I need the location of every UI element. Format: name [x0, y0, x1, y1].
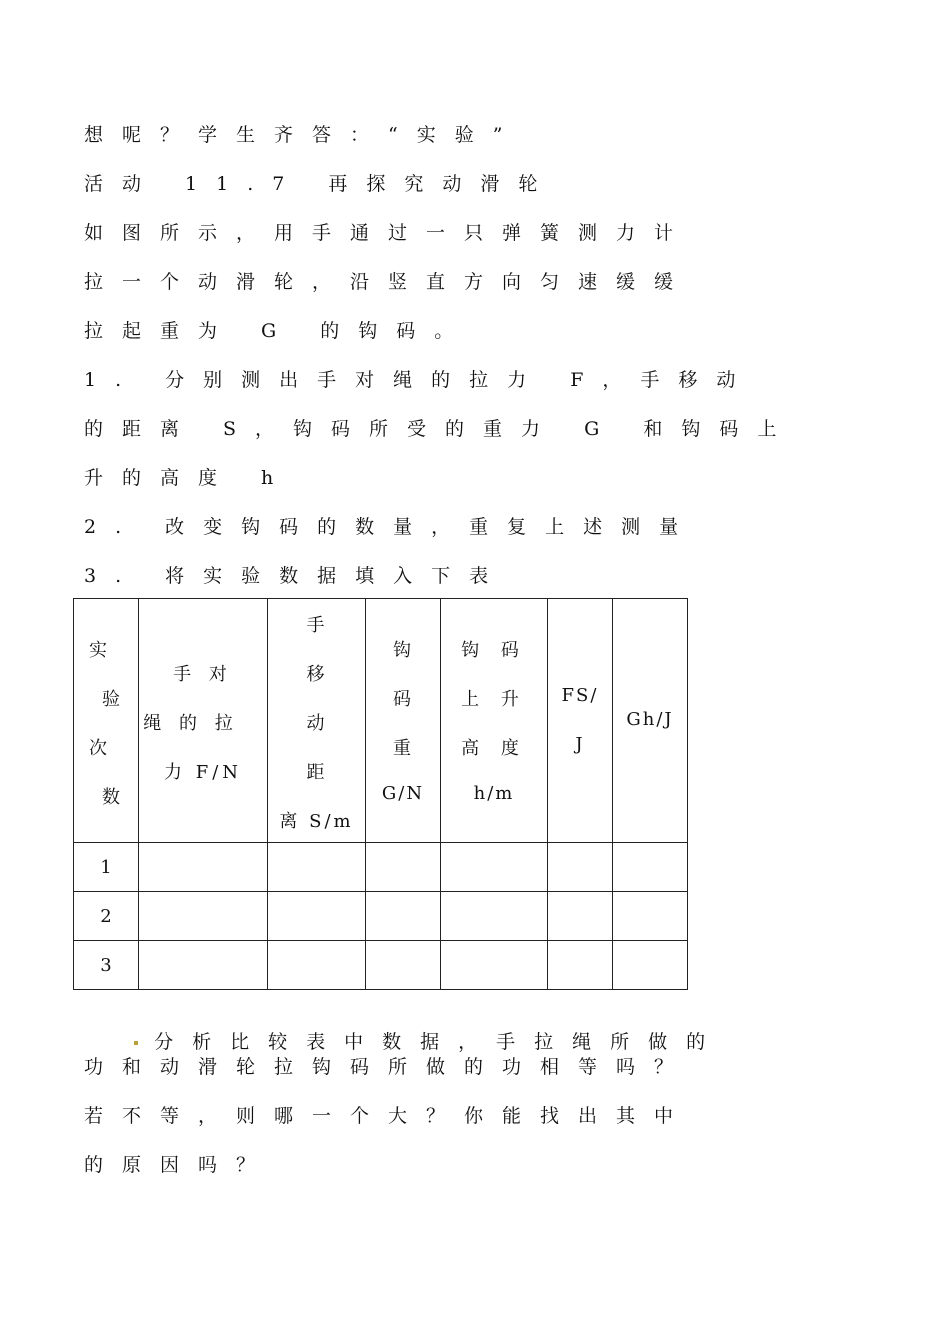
analysis-line-1: 分析比较表中数据，手拉绳所做的: [84, 1006, 724, 1054]
step-3: 3. 将实验数据填入下表: [84, 565, 508, 587]
analysis-line-4: 的原因吗？: [84, 1154, 275, 1176]
row-3-distance-cell: [268, 941, 366, 990]
row-1-gh-cell: [613, 843, 688, 892]
table-row: [74, 941, 688, 990]
table-header-row: [74, 599, 688, 843]
row-1-distance-cell: [268, 843, 366, 892]
header-hand-distance: 手 移 动 距 离 S/m: [268, 599, 366, 843]
step-1-line-2: 的距离 S，钩码所受的重力 G 和钩码上: [84, 418, 796, 440]
header-hook-height: 钩 码 上 升 高 度 h/m: [441, 599, 548, 843]
row-2-pull-force-cell: [139, 892, 268, 941]
table-row: [74, 843, 688, 892]
text-line-5: 拉起重为 G 的钩码。: [84, 320, 473, 342]
text-line-1: 想呢？学生齐答：“实验”: [84, 124, 522, 146]
header-fs-work: FS/ J: [548, 599, 613, 843]
row-1-pull-force-cell: [139, 843, 268, 892]
row-3-fs-cell: [548, 941, 613, 990]
text-line-3: 如图所示，用手通过一只弹簧测力计: [84, 222, 693, 244]
analysis-line-3: 若不等，则哪一个大？你能找出其中: [84, 1105, 693, 1127]
row-3-height-cell: [441, 941, 548, 990]
experiment-table: [73, 598, 688, 990]
marker-dot-icon: [134, 1041, 138, 1045]
row-1-trial: 1: [74, 843, 139, 892]
row-1-fs-cell: [548, 843, 613, 892]
row-2-gh-cell: [613, 892, 688, 941]
row-2-distance-cell: [268, 892, 366, 941]
row-2-weight-cell: [366, 892, 441, 941]
step-1-line-1: 1. 分别测出手对绳的拉力 F，手移动: [84, 369, 755, 391]
table-row: [74, 892, 688, 941]
row-2-trial: 2: [74, 892, 139, 941]
step-2: 2. 改变钩码的数量，重复上述测量: [84, 516, 698, 538]
header-trial-number: 实 验 次 数: [74, 599, 139, 843]
row-1-weight-cell: [366, 843, 441, 892]
header-hook-weight: 钩 码 重 G/N: [366, 599, 441, 843]
row-2-fs-cell: [548, 892, 613, 941]
row-3-gh-cell: [613, 941, 688, 990]
row-3-trial: 3: [74, 941, 139, 990]
text-line-4: 拉一个动滑轮，沿竖直方向匀速缓缓: [84, 271, 693, 293]
activity-title: 活动 11.7 再探究动滑轮: [84, 173, 557, 195]
analysis-line-2: 功和动滑轮拉钩码所做的功相等吗？: [84, 1056, 693, 1078]
header-pull-force: 手 对 绳 的 拉 力 F/N: [139, 599, 268, 843]
row-3-pull-force-cell: [139, 941, 268, 990]
step-1-line-3: 升的高度 h: [84, 467, 293, 489]
row-1-height-cell: [441, 843, 548, 892]
header-gh-work: Gh/J: [613, 599, 688, 843]
row-2-height-cell: [441, 892, 548, 941]
row-3-weight-cell: [366, 941, 441, 990]
